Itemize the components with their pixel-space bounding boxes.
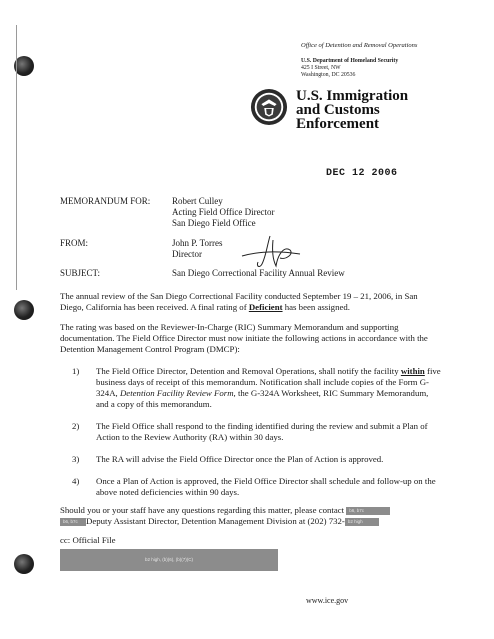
agency-line-1: U.S. Immigration	[296, 88, 409, 104]
agency-line-3: Enforcement	[296, 116, 380, 132]
contact-text: Should you or your staff have any questions regarding this matter, please contact	[60, 505, 345, 515]
redaction-box: b6, b7c	[346, 507, 390, 515]
paragraph-review-rating	[60, 291, 438, 313]
sender-title: Director	[172, 249, 202, 259]
street-address: 425 I Street, NW	[301, 65, 341, 71]
action-list	[72, 366, 442, 509]
city-address: Washington, DC 20536	[301, 72, 356, 78]
contact-text: Deputy Assistant Director, Detention Management Division at (202) 732-	[86, 516, 345, 526]
list-item	[72, 476, 442, 498]
list-item-number: 3)	[72, 454, 80, 464]
memo-subject-label: SUBJECT:	[60, 268, 101, 278]
rating-text-end: has been assigned.	[282, 302, 350, 312]
cc-line: cc: Official File	[60, 535, 116, 545]
sender-name: John P. Torres	[172, 238, 223, 248]
date-stamp: DEC 12 2006	[326, 168, 398, 179]
list-item-text: The RA will advise the Field Office Director once the Plan of Action is approved.	[96, 454, 384, 464]
memo-for-block	[172, 196, 275, 229]
signature-mark	[240, 232, 302, 272]
list-item	[72, 366, 442, 410]
rating-value: Deficient	[248, 302, 283, 312]
form-title: Detention Facility Review Form	[119, 388, 234, 398]
margin-line	[16, 25, 17, 290]
department-name: U.S. Department of Homeland Security	[301, 58, 399, 64]
redaction-block: b2 high, (b)(6), (b)(7)(C)	[60, 549, 278, 571]
paragraph-basis: The rating was based on the Reviewer-In-Charge (RIC) Summary Memorandum and supporting documentation. The Field Office Director must now initiate the following actions in accordance with the Detention Management Control Program (DMCP):	[60, 322, 428, 354]
list-item-text: five business days of receipt of this memorandum. Notification shall include copies of the Form G-324A,	[96, 366, 441, 398]
agency-name	[296, 89, 408, 131]
office-name: Office of Detention and Removal Operations	[301, 42, 418, 49]
punch-hole-middle	[14, 300, 34, 320]
footer-url: www.ice.gov	[306, 596, 349, 605]
punch-hole-bottom	[14, 554, 34, 574]
recipient-title: Acting Field Office Director	[172, 207, 275, 217]
list-item-text: The Field Office Director, Detention and Removal Operations, shall notify the facility	[96, 366, 401, 376]
list-item	[72, 421, 442, 443]
list-item-number: 2)	[72, 421, 80, 431]
list-item-text: Once a Plan of Action is approved, the Field Office Director shall schedule and follow-up on the above noted deficiencies within 90 days.	[96, 476, 436, 497]
list-item-text: , the G-324A Worksheet, RIC Summary Memorandum, and a copy of this memorandum.	[96, 388, 429, 409]
redaction-box: b6, b7c	[60, 518, 86, 526]
memo-subject: San Diego Correctional Facility Annual Review	[172, 268, 345, 278]
agency-line-2: and Customs	[296, 102, 380, 118]
emphasis-within: within	[400, 366, 425, 376]
paragraph-contact	[60, 505, 452, 527]
dhs-seal-icon	[250, 88, 288, 126]
list-item-text: The Field Office shall respond to the finding identified during the review and submit a Plan of Action to the Review Authority (RA) within 30 days.	[96, 421, 428, 442]
rating-text: The annual review of the San Diego Correctional Facility conducted September 19 – 21, 2006, in San Diego, California has been received. A final rating of	[60, 291, 418, 312]
list-item-number: 1)	[72, 366, 80, 376]
punch-hole-top	[14, 56, 34, 76]
memo-from-block	[172, 238, 222, 260]
address-block	[301, 58, 398, 79]
list-item	[72, 454, 442, 465]
memo-for-label: MEMORANDUM FOR:	[60, 196, 151, 206]
memo-from-label: FROM:	[60, 238, 89, 248]
recipient-office: San Diego Field Office	[172, 218, 256, 228]
list-item-number: 4)	[72, 476, 80, 486]
redaction-box: b2 high	[345, 518, 379, 526]
recipient-name: Robert Culley	[172, 196, 223, 206]
